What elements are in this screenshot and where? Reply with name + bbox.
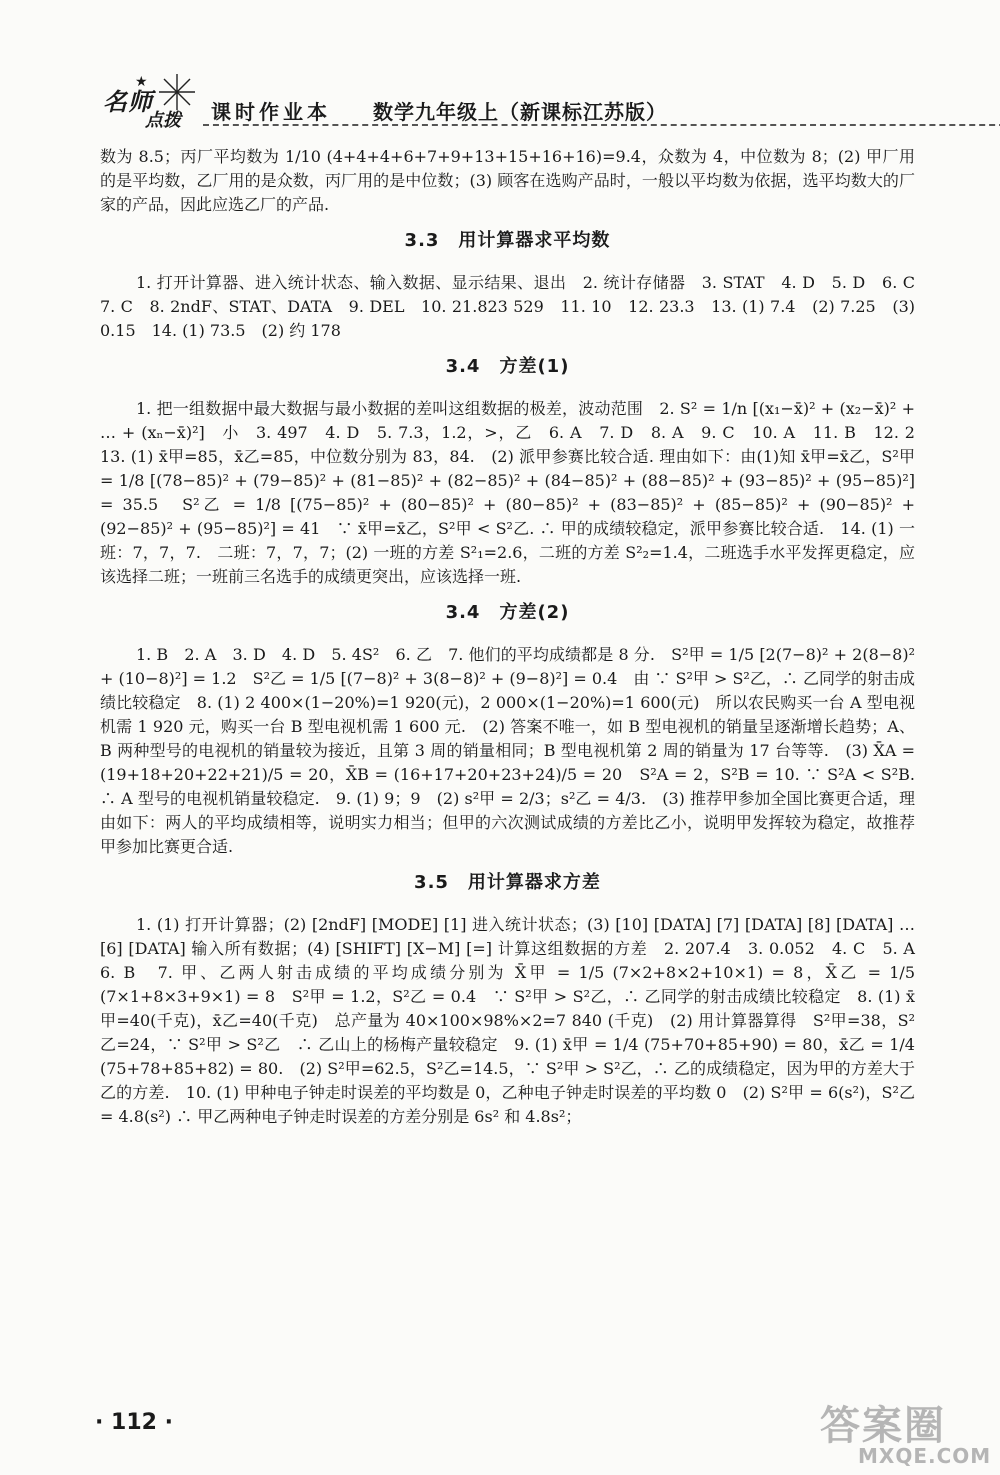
star-icon: ★: [135, 74, 148, 90]
watermark: [808, 1394, 992, 1470]
header-divider: [203, 124, 1000, 126]
answer-paragraph: 1. (1) 打开计算器；(2) [2ndF] [MODE] [1] 进入统计状态；(3) [10] [DATA] [7] [DATA] [8] [DATA] …[6] [DATA] 输入所有数据；(4) [SHIFT] [X−M] [=] 计算这组数据的方差 2. 207.4 3. 0.052 4. C 5. A 6. B 7. 甲、乙两人射击成绩的平均成绩分别为 X̄甲 = 1/5 (7×2+8×2+10×1) = 8，X̄乙 = 1/5 (7×1+8×3+9×1) = 8 S²甲 = 1.2，S²乙 = 0.4 ∵ S²甲 > S²乙，∴ 乙同学的射击成绩比较稳定 8. (1) x̄甲=40(千克)，x̄乙=40(千克) 总产量为 40×100×98%×2=7 840 (千克) (2) 用计算器算得 S²甲=38，S²乙=24，∵ S²甲 > S²乙 ∴ 乙山上的杨梅产量较稳定 9. (1) x̄甲 = 1/4 (75+70+85+90) = 80，x̄乙 = 1/4 (75+78+85+82) = 80. (2) S²甲=62.5，S²乙=14.5，∵ S²甲 > S²乙，∴ 乙的成绩稳定，因为甲的方差大于乙的方差. 10. (1) 甲种电子钟走时误差的平均数是 0，乙种电子钟走时误差的平均数 0 (2) S²甲 = 6(s²)，S²乙 = 4.8(s²) ∴ 甲乙两种电子钟走时误差的方差分别是 6s² 和 4.8s²；: [100, 915, 932, 1126]
logo-sub-text: 点拨: [145, 110, 181, 131]
section-title: 3.4 方差(1): [445, 356, 570, 377]
watermark-logo-text: 答案圈: [820, 1403, 946, 1449]
answer-paragraph: 1. B 2. A 3. D 4. D 5. 4S² 6. 乙 7. 他们的平均成绩都是 8 分. S²甲 = 1/5 [2(7−8)² + 2(8−8)² + (10−8)²] = 1.2 S²乙 = 1/5 [(7−8)² + 3(8−8)² + (9−8)²] = 0.4 由 ∵ S²甲 > S²乙，∴ 乙同学的射击成绩比较稳定 8. (1) 2 400×(1−20%)=1 920(元)，2 000×(1−20%)=1 600(元) 所以农民购买一台 A 型电视机需 1 920 元，购买一台 B 型电视机需 1 600 元. (2) 答案不唯一，如 B 型电视机的销量呈逐渐增长趋势；A、B 两种型号的电视机的销量较为接近，且第 3 周的销量相同；B 型电视机第 2 周的销量为 17 台等等. (3) X̄A = (19+18+20+22+21)/5 = 20，X̄B = (16+17+20+23+24)/5 = 20 S²A = 2，S²B = 10. ∵ S²A < S²B. ∴ A 型号的电视机销量较稳定. 9. (1) 9；9 (2) s²甲 = 2/3；s²乙 = 4/3. (3) 推荐甲参加全国比赛更合适，理由如下：两人的平均成绩相等，说明实力相当；但甲的六次测试成绩的方差比乙小，说明甲发挥较为稳定，故推荐甲参加比赛更合适.: [100, 645, 916, 856]
series-title: 课时作业本: [211, 100, 331, 124]
watermark-url: MXQE.COM: [858, 1444, 992, 1468]
section-title: 3.5 用计算器求方差: [414, 872, 601, 893]
series-logo: [95, 72, 215, 130]
logo-main-text: 名师: [103, 87, 153, 116]
page-header: [95, 72, 925, 152]
answer-paragraph: 1. 把一组数据中最大数据与最小数据的差叫这组数据的极差，波动范围 2. S² = 1/n [(x₁−x̄)² + (x₂−x̄)² + … + (xₙ−x̄)²] 小 3. 497 4. D 5. 7.3，1.2，>，乙 6. A 7. D 8. A 9. C 10. A 11. B 12. 2 13. (1) x̄甲=85，x̄乙=85，中位数分别为 83，84. (2) 派甲参赛比较合适. 理由如下：由(1)知 x̄甲=x̄乙，S²甲 = 1/8 [(78−85)² + (79−85)² + (81−85)² + (82−85)² + (84−85)² + (88−85)² + (93−85)² + (95−85)²] = 35.5 S²乙 = 1/8 [(75−85)² + (80−85)² + (80−85)² + (83−85)² + (85−85)² + (90−85)² + (92−85)² + (95−85)²] = 41 ∵ x̄甲=x̄乙，S²甲 < S²乙. ∴ 甲的成绩较稳定，派甲参赛比较合适. 14. (1) 一班：7，7，7. 二班：7，7，7；(2) 一班的方差 S²₁=2.6，二班的方差 S²₂=1.4，二班选手水平发挥更稳定，应该选择二班；一班前三名选手的成绩更突出，应该选择一班.: [100, 399, 932, 586]
section-title: 3.4 方差(2): [445, 602, 570, 623]
answer-content: [100, 145, 932, 1129]
book-title: 数学九年级上（新课标江苏版）: [373, 100, 667, 124]
answer-paragraph: 1. 打开计算器、进入统计状态、输入数据、显示结果、退出 2. 统计存储器 3. STAT 4. D 5. D 6. C 7. C 8. 2ndF、STAT、DATA 9. DEL 10. 21.823 529 11. 10 12. 23.3 13. (1) 7.4 (2) 7.25 (3) 0.15 14. (1) 73.5 (2) 约 178: [100, 273, 932, 340]
section-title: 3.3 用计算器求平均数: [404, 230, 611, 251]
page-number: · 112 ·: [95, 1410, 173, 1435]
answer-paragraph: 数为 8.5；丙厂平均数为 1/10 (4+4+4+6+7+9+13+15+16+16)=9.4，众数为 4，中位数为 8；(2) 甲厂用的是平均数，乙厂用的是众数，丙厂用的是中位数；(3) 顾客在选购产品时，一般以平均数为依据，选平均数大的厂家的产品，因此应选乙厂的产品.: [100, 147, 915, 214]
